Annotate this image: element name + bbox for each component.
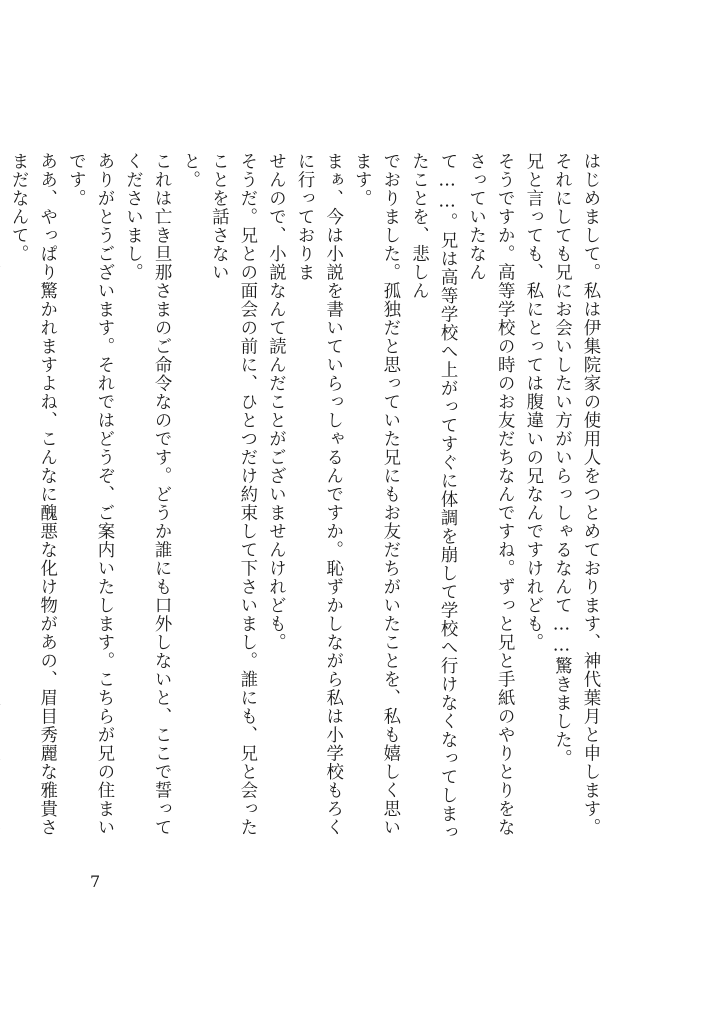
text-line: はじめまして。私は伊集院家の使用人をつとめております、神代葉月と申します。 [580,152,600,837]
text-line: まぁ、今は小説を書いていらっしゃるんですか。恥ずかしながら私は小学校もろくに行っておりま [294,152,343,837]
text-line: せんので、小説なんて読んだことがございませんけれども。 [265,152,286,652]
text-line: そうだ。兄との面会の前に、ひとつだけ約束して下さいまし。誰にも、兄と会ったことを話さない [208,152,257,837]
page-number: 7 [90,872,101,891]
text-line: でおりました。孤独だと思っていた兄にもお友だちがいたことを、私も嬉しく思います。 [351,152,400,837]
text-line [0,152,4,854]
text-line: と。 [179,152,200,189]
text-line: そうですか。高等学校の時のお友だちなんですね。ずっと兄と手紙のやりとりをなさっていたなん [465,152,515,837]
text-line: これは亡き旦那さまのご命令なのです。どうか誰にも口外しないと、ここで誓ってくださいまし。 [122,152,172,837]
vertical-text-block [8,152,604,854]
text-line: 兄と言っても、私にとっては腹違いの兄なんですけれども。 [522,152,543,652]
text-line: それにしても兄にお会いしたい方がいらっしゃるなんて……驚きました。 [551,152,572,768]
text-line: て……。兄は高等学校へ上がってすぐに体調を崩して学校へ行けなくなってしまったことを、悲しん [408,152,458,842]
text-line: ああ、やっぱり驚かれますよね、こんなに醜悪な化け物があの、眉目秀麗な雅貴さまだなんて。 [8,152,57,837]
text-line: ありがとうございます。それではどうぞ、ご案内いたします。こちらが兄の住まいです。 [65,152,114,837]
